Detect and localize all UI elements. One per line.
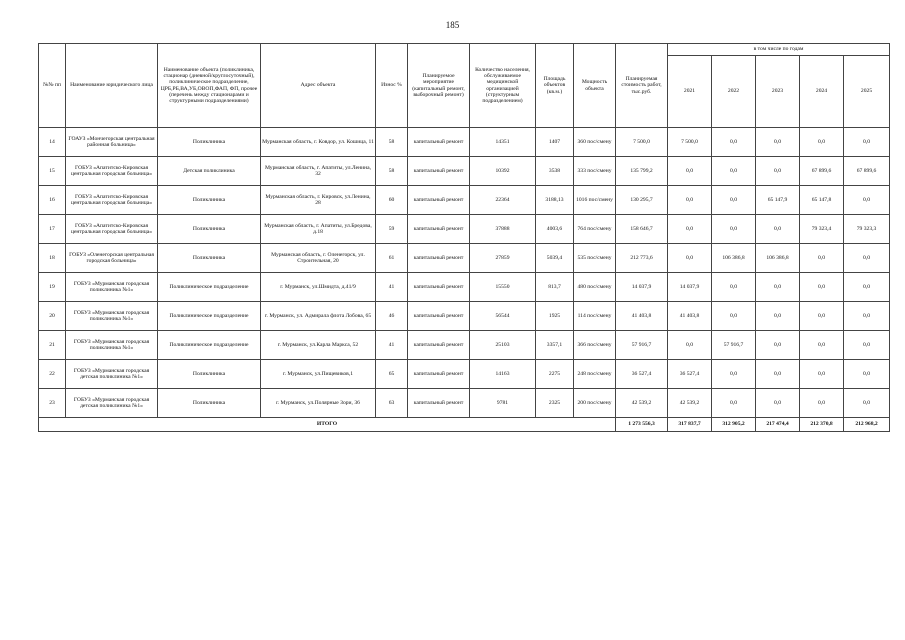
cell-2024: 0,0: [800, 244, 844, 273]
cell-address: г. Мурманск, ул.Пищевиков,1: [261, 360, 376, 389]
cell-2022: 0,0: [712, 360, 756, 389]
cell-object: Поликлиническое подразделение: [158, 273, 261, 302]
cell-area: 5039,4: [536, 244, 574, 273]
total-2025: 212 968,2: [844, 418, 890, 432]
cell-2024: 67 899,6: [800, 157, 844, 186]
cell-2021: 0,0: [668, 157, 712, 186]
cell-area: 4003,6: [536, 215, 574, 244]
cell-2021: 41 403,8: [668, 302, 712, 331]
cell-population: 37888: [470, 215, 536, 244]
total-2023: 217 474,4: [756, 418, 800, 432]
header-no: №№ пп: [39, 44, 66, 128]
cell-cost: 212 773,6: [616, 244, 668, 273]
cell-population: 9781: [470, 389, 536, 418]
cell-2022: 0,0: [712, 302, 756, 331]
cell-wear: 41: [376, 273, 408, 302]
cell-2024: 0,0: [800, 273, 844, 302]
cell-entity: ГОБУЗ «Оленегорская центральная городская больница»: [66, 244, 158, 273]
cell-object: Поликлиника: [158, 128, 261, 157]
cell-2023: 0,0: [756, 302, 800, 331]
cell-entity: ГОБУЗ «Мурманская городская поликлиника №1»: [66, 273, 158, 302]
cell-2022: 106 386,8: [712, 244, 756, 273]
cell-2024: 0,0: [800, 331, 844, 360]
table-row: [39, 302, 890, 331]
cell-address: Мурманская область, г. Ковдор, ул. Кошица, 11: [261, 128, 376, 157]
cell-cost: 36 527,4: [616, 360, 668, 389]
cell-2023: 106 386,8: [756, 244, 800, 273]
cell-no: 18: [39, 244, 66, 273]
cell-2023: 65 147,9: [756, 186, 800, 215]
cell-capacity: 535 пос/смену: [574, 244, 616, 273]
cell-2022: 0,0: [712, 128, 756, 157]
header-area: Площадь объектов (кв.м.): [536, 44, 574, 128]
cell-area: 2275: [536, 360, 574, 389]
cell-2025: 0,0: [844, 360, 890, 389]
header-year-2025: 2025: [844, 56, 890, 128]
cell-area: 3538: [536, 157, 574, 186]
cell-2021: 7 500,0: [668, 128, 712, 157]
cell-address: Мурманская область, г. Апатиты, ул.Бредова, д.18: [261, 215, 376, 244]
cell-population: 22364: [470, 186, 536, 215]
cell-population: 25103: [470, 331, 536, 360]
cell-area: 2325: [536, 389, 574, 418]
cell-entity: ГОБУЗ «Апатитско-Кировская центральная городская больница»: [66, 215, 158, 244]
cell-2023: 0,0: [756, 360, 800, 389]
header-year-2021: 2021: [668, 56, 712, 128]
cell-capacity: 366 пос/смену: [574, 331, 616, 360]
table-row: [39, 389, 890, 418]
cell-2021: 0,0: [668, 244, 712, 273]
cell-2023: 0,0: [756, 157, 800, 186]
cell-entity: ГОБУЗ «Мурманская городская поликлиника №1»: [66, 302, 158, 331]
total-label: ИТОГО: [39, 418, 616, 432]
table-row: [39, 186, 890, 215]
cell-2024: 0,0: [800, 128, 844, 157]
cell-area: 1407: [536, 128, 574, 157]
table-row: [39, 157, 890, 186]
cell-no: 17: [39, 215, 66, 244]
cell-wear: 59: [376, 215, 408, 244]
cell-no: 21: [39, 331, 66, 360]
cell-population: 56544: [470, 302, 536, 331]
cell-wear: 46: [376, 302, 408, 331]
cell-2022: 0,0: [712, 186, 756, 215]
cell-cost: 158 646,7: [616, 215, 668, 244]
cell-population: 14351: [470, 128, 536, 157]
header-wear: Износ %: [376, 44, 408, 128]
cell-2025: 79 323,3: [844, 215, 890, 244]
table-row: [39, 215, 890, 244]
cell-object: Детская поликлиника: [158, 157, 261, 186]
cell-capacity: 200 пос/смену: [574, 389, 616, 418]
cell-no: 20: [39, 302, 66, 331]
cell-entity: ГОБУЗ «Мурманская городская поликлиника №1»: [66, 331, 158, 360]
cell-capacity: 764 пос/смену: [574, 215, 616, 244]
cell-2023: 0,0: [756, 215, 800, 244]
cell-address: Мурманская область, г. Кировск, ул.Ленина, 28: [261, 186, 376, 215]
cell-2025: 0,0: [844, 302, 890, 331]
cell-address: г. Мурманск, ул. Адмирала флота Лобова, 65: [261, 302, 376, 331]
cell-object: Поликлиническое подразделение: [158, 302, 261, 331]
cell-population: 10392: [470, 157, 536, 186]
cell-cost: 42 539,2: [616, 389, 668, 418]
cell-2024: 0,0: [800, 302, 844, 331]
cell-capacity: 248 пос/смену: [574, 360, 616, 389]
cell-address: г. Мурманск, ул.Шмидта, д.41/9: [261, 273, 376, 302]
total-2022: 312 905,2: [712, 418, 756, 432]
header-year-2022: 2022: [712, 56, 756, 128]
cell-wear: 61: [376, 244, 408, 273]
cell-entity: ГОБУЗ «Апатитско-Кировская центральная городская больница»: [66, 157, 158, 186]
cell-capacity: 1016 пос/смену: [574, 186, 616, 215]
header-population: Количество населения, обслуживаемое медицинской организацией (структурным подразделением): [470, 44, 536, 128]
cell-2025: 0,0: [844, 244, 890, 273]
cell-2023: 0,0: [756, 389, 800, 418]
cell-area: 813,7: [536, 273, 574, 302]
cell-cost: 130 295,7: [616, 186, 668, 215]
cell-cost: 41 403,8: [616, 302, 668, 331]
header-year-2023: 2023: [756, 56, 800, 128]
header-capacity: Мощность объекта: [574, 44, 616, 128]
cell-address: Мурманская область, г. Оленегорск, ул. Строительная, 20: [261, 244, 376, 273]
total-2021: 317 837,7: [668, 418, 712, 432]
cell-2025: 0,0: [844, 128, 890, 157]
cell-2025: 67 899,6: [844, 157, 890, 186]
repair-plan-table: [38, 43, 890, 432]
cell-object: Поликлиника: [158, 360, 261, 389]
cell-object: Поликлиника: [158, 389, 261, 418]
cell-event: капитальный ремонт: [408, 186, 470, 215]
cell-event: капитальный ремонт: [408, 157, 470, 186]
cell-no: 22: [39, 360, 66, 389]
cell-cost: 57 916,7: [616, 331, 668, 360]
cell-no: 23: [39, 389, 66, 418]
cell-2021: 14 037,9: [668, 273, 712, 302]
cell-event: капитальный ремонт: [408, 273, 470, 302]
cell-wear: 58: [376, 157, 408, 186]
cell-event: капитальный ремонт: [408, 215, 470, 244]
cell-population: 27859: [470, 244, 536, 273]
cell-entity: ГОАУЗ «Мончегорская центральная районная больница»: [66, 128, 158, 157]
cell-address: г. Мурманск, ул.Полярные Зори, 36: [261, 389, 376, 418]
cell-capacity: 360 пос/смену: [574, 128, 616, 157]
table-body: [39, 128, 890, 418]
cell-2022: 0,0: [712, 157, 756, 186]
cell-area: 3188,13: [536, 186, 574, 215]
cell-event: капитальный ремонт: [408, 331, 470, 360]
cell-no: 16: [39, 186, 66, 215]
cell-2025: 0,0: [844, 186, 890, 215]
cell-population: 14163: [470, 360, 536, 389]
cell-entity: ГОБУЗ «Мурманская городская детская поликлиника №1»: [66, 389, 158, 418]
cell-object: Поликлиническое подразделение: [158, 331, 261, 360]
header-object-name: Наименование объекта (поликлиника, стационар (дневной/круглосуточный), поликлиническое подразделение, ЦРБ,РБ,ВА,УБ,ОВОП,ФАП, ФП, прочее (перечень между стационарами и структурными подразделениями): [158, 44, 261, 128]
cell-capacity: 480 пос/смену: [574, 273, 616, 302]
cell-object: Поликлиника: [158, 186, 261, 215]
cell-2024: 0,0: [800, 389, 844, 418]
cell-capacity: 114 пос/смену: [574, 302, 616, 331]
cell-population: 15550: [470, 273, 536, 302]
cell-2023: 0,0: [756, 273, 800, 302]
cell-2025: 0,0: [844, 273, 890, 302]
header-year-2024: 2024: [800, 56, 844, 128]
cell-address: Мурманская область, г. Апатиты, ул.Ленина, 32: [261, 157, 376, 186]
cell-no: 15: [39, 157, 66, 186]
cell-wear: 65: [376, 360, 408, 389]
cell-2021: 0,0: [668, 215, 712, 244]
cell-wear: 63: [376, 389, 408, 418]
header-cost: Планируемая стоимость работ, тыс.руб.: [616, 44, 668, 128]
cell-capacity: 333 пос/смену: [574, 157, 616, 186]
cell-event: капитальный ремонт: [408, 302, 470, 331]
cell-2022: 0,0: [712, 273, 756, 302]
total-cost: 1 273 556,3: [616, 418, 668, 432]
cell-2024: 0,0: [800, 360, 844, 389]
cell-event: капитальный ремонт: [408, 360, 470, 389]
cell-2023: 0,0: [756, 128, 800, 157]
header-entity: Наименование юридического лица: [66, 44, 158, 128]
cell-object: Поликлиника: [158, 244, 261, 273]
cell-event: капитальный ремонт: [408, 128, 470, 157]
cell-no: 14: [39, 128, 66, 157]
cell-2022: 0,0: [712, 215, 756, 244]
cell-wear: 41: [376, 331, 408, 360]
header-address: Адрес объекта: [261, 44, 376, 128]
header-years-group: в том числе по годам: [668, 44, 890, 56]
cell-2024: 79 323,4: [800, 215, 844, 244]
cell-2025: 0,0: [844, 331, 890, 360]
cell-event: капитальный ремонт: [408, 389, 470, 418]
cell-2024: 65 147,8: [800, 186, 844, 215]
cell-area: 3357,1: [536, 331, 574, 360]
table-row: [39, 273, 890, 302]
cell-2025: 0,0: [844, 389, 890, 418]
cell-2022: 0,0: [712, 389, 756, 418]
cell-cost: 7 500,0: [616, 128, 668, 157]
cell-2021: 42 539,2: [668, 389, 712, 418]
cell-object: Поликлиника: [158, 215, 261, 244]
cell-2021: 0,0: [668, 331, 712, 360]
cell-2021: 0,0: [668, 186, 712, 215]
cell-entity: ГОБУЗ «Мурманская городская детская поликлиника №1»: [66, 360, 158, 389]
total-row: [39, 418, 890, 432]
table-row: [39, 331, 890, 360]
table-row: [39, 128, 890, 157]
total-2024: 212 370,8: [800, 418, 844, 432]
cell-2022: 57 916,7: [712, 331, 756, 360]
page-number: 185: [445, 20, 460, 30]
cell-wear: 60: [376, 186, 408, 215]
cell-event: капитальный ремонт: [408, 244, 470, 273]
cell-2023: 0,0: [756, 331, 800, 360]
table-row: [39, 360, 890, 389]
header-event: Планируемое мероприятие (капитальный ремонт, выборочный ремонт): [408, 44, 470, 128]
cell-address: г. Мурманск, ул.Карла Маркса, 52: [261, 331, 376, 360]
cell-wear: 58: [376, 128, 408, 157]
cell-area: 1925: [536, 302, 574, 331]
cell-cost: 14 037,9: [616, 273, 668, 302]
cell-no: 19: [39, 273, 66, 302]
cell-cost: 135 799,2: [616, 157, 668, 186]
cell-entity: ГОБУЗ «Апатитско-Кировская центральная городская больница»: [66, 186, 158, 215]
cell-2021: 36 527,4: [668, 360, 712, 389]
table-row: [39, 244, 890, 273]
